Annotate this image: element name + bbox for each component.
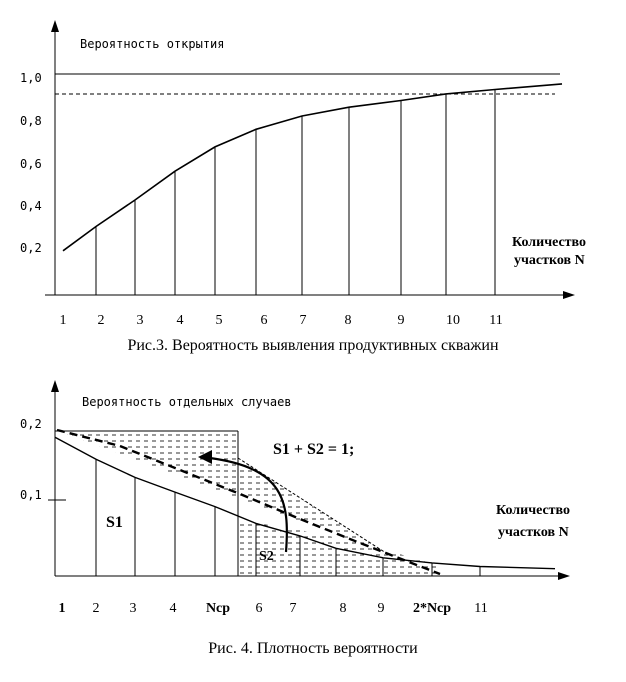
x-tick-labels-1	[60, 313, 503, 328]
x-tick-label: 1	[58, 601, 66, 616]
x-tick-label: 2*Ncp	[412, 601, 452, 616]
figure-caption-2: Рис. 4. Плотность вероятности	[208, 640, 418, 657]
chart-probability-of-discovery	[20, 20, 586, 354]
x-axis-2-label-line1: Количество	[496, 503, 571, 518]
x-tick-label: 5	[215, 313, 223, 328]
x-axis-1-label-line1: Количество	[512, 235, 587, 250]
x-tick-label: 4	[176, 313, 184, 328]
y-axis-1-arrow	[51, 20, 59, 32]
x-tick-label: 11	[489, 313, 503, 328]
x-tick-label: 2	[92, 601, 100, 616]
x-tick-label: 6	[255, 601, 263, 616]
x-tick-label: 6	[260, 313, 268, 328]
y-axis-1-label: Вероятность открытия	[80, 37, 225, 51]
figure-caption-1: Рис.3. Вероятность выявления продуктивных скважин	[127, 337, 499, 354]
y-tick-label: 0,8	[20, 114, 42, 128]
y-tick-label: 0,6	[20, 157, 42, 171]
y-tick-label: 1,0	[20, 71, 42, 85]
region-label-s1: S1	[106, 514, 123, 531]
x-tick-label: 7	[289, 601, 297, 616]
y-tick-label: 0,4	[20, 199, 42, 213]
x-tick-label: 8	[344, 313, 352, 328]
x-tick-label: 4	[169, 601, 177, 616]
x-tick-label: 10	[446, 313, 460, 328]
y-tick-label: 0,1	[20, 488, 42, 502]
y-tick-label: 0,2	[20, 241, 42, 255]
x-axis-2-arrow	[558, 572, 570, 580]
x-tick-label: 7	[299, 313, 307, 328]
x-tick-label: 8	[339, 601, 347, 616]
x-tick-label: 1	[59, 313, 67, 328]
probability-curve	[63, 84, 562, 251]
y-tick-label: 0,2	[20, 417, 42, 431]
x-tick-label: 9	[397, 313, 405, 328]
x-axis-2-label-line2: участков N	[498, 525, 569, 540]
region-label-s2: S2	[259, 549, 274, 564]
chart-probability-density	[20, 380, 570, 657]
vertical-lines-1	[96, 90, 495, 296]
x-tick-labels-2	[59, 601, 488, 616]
x-tick-label: Ncp	[205, 601, 231, 616]
x-tick-label: 11	[474, 601, 488, 616]
y-axis-2-label: Вероятность отдельных случаев	[82, 395, 292, 409]
x-tick-label: 3	[129, 601, 137, 616]
x-axis-1-arrow	[563, 291, 575, 299]
y-tick-labels-1	[20, 71, 42, 255]
x-axis-1-label-line2: участков N	[514, 253, 585, 268]
equation-text: S1 + S2 = 1;	[273, 441, 355, 458]
y-axis-2-arrow	[51, 380, 59, 392]
x-tick-label: 2	[97, 313, 105, 328]
x-tick-label: 3	[136, 313, 144, 328]
x-tick-label: 9	[377, 601, 385, 616]
